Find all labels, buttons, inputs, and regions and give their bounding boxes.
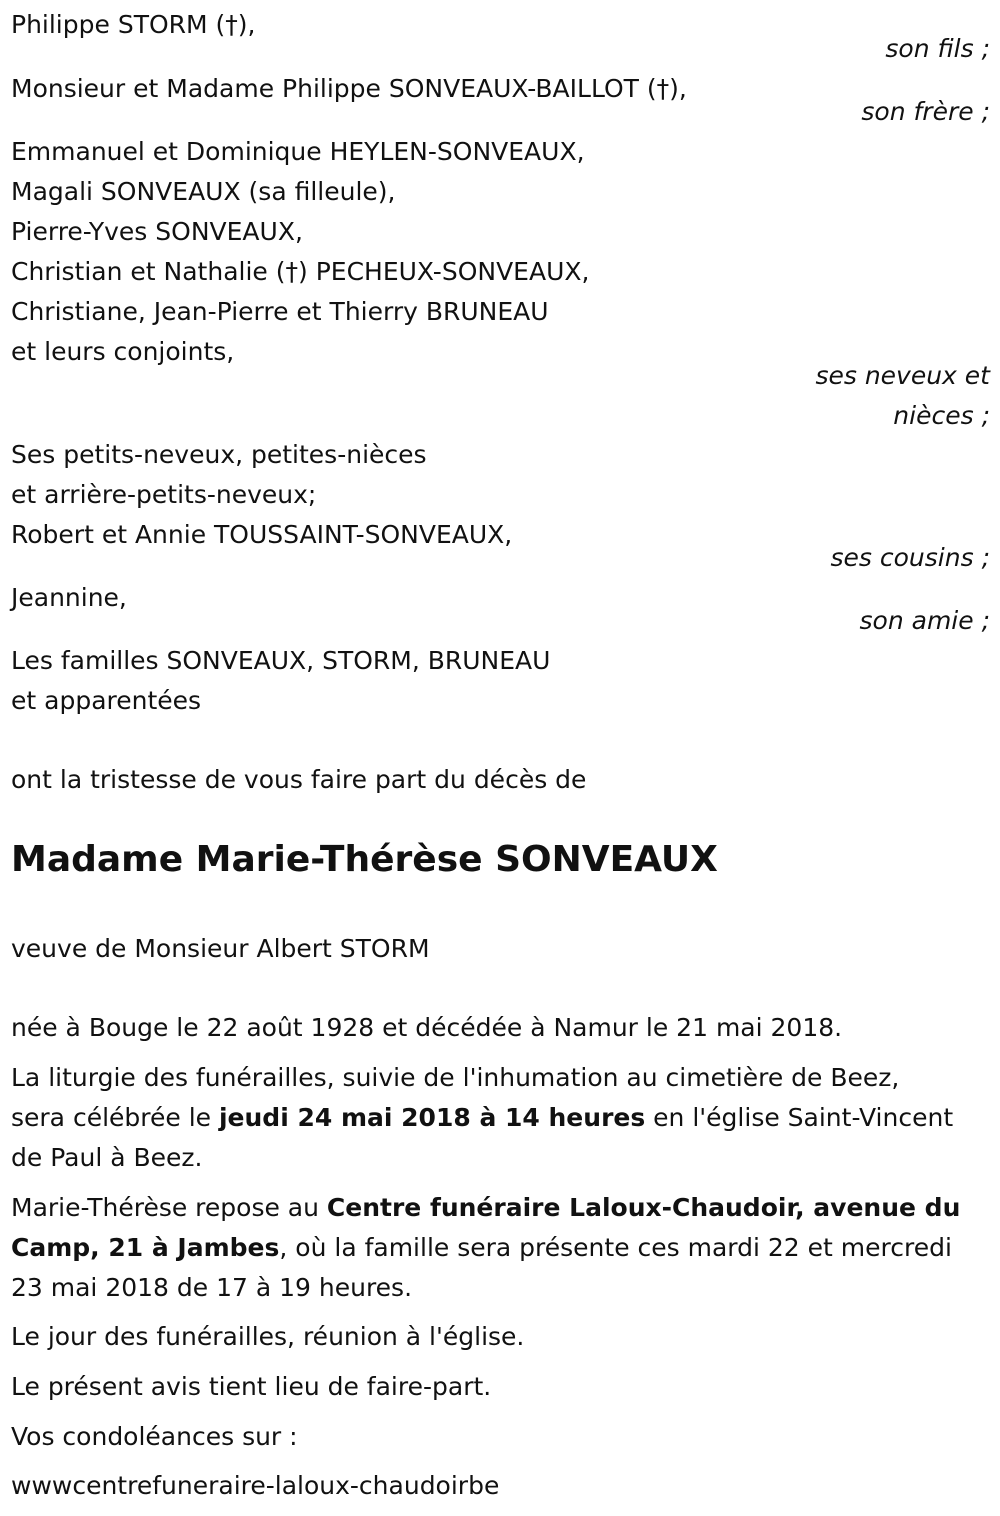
family-line-brother: Monsieur et Madame Philippe SONVEAUX-BAILLOT (†), [11,74,687,103]
gathering-text: Le jour des funérailles, réunion à l'église. [11,1322,525,1351]
rest-post: , où la famille sera présente ces mardi 22 et mercredi [279,1233,952,1262]
family-line-son: Philippe STORM (†), [11,10,256,39]
notice-text: Le présent avis tient lieu de faire-part. [11,1372,492,1401]
widow-of: veuve de Monsieur Albert STORM [11,934,430,963]
relation-son: son fils ; [885,34,990,63]
family-line-nephew-1: Emmanuel et Dominique HEYLEN-SONVEAUX, [11,137,585,166]
family-line-nephew-5: Christiane, Jean-Pierre et Thierry BRUNEAU [11,297,549,326]
family-line-nephew-2: Magali SONVEAUX (sa filleule), [11,177,396,206]
rest-place-2: Camp, 21 à Jambes [11,1233,280,1262]
rest-line-1 [11,1188,960,1228]
family-line-nephew-4: Christian et Nathalie (†) PECHEUX-SONVEAUX, [11,257,590,286]
rest-line-2 [11,1228,952,1268]
relation-cousins: ses cousins ; [830,543,990,572]
family-line-families-1: Les familles SONVEAUX, STORM, BRUNEAU [11,646,551,675]
family-line-grandnephew-1: Ses petits-neveux, petites-nièces [11,440,427,469]
liturgy-line-2 [11,1098,953,1138]
relation-brother: son frère ; [861,97,990,126]
condolences-label: Vos condoléances sur : [11,1422,298,1451]
liturgy-line-1: La liturgie des funérailles, suivie de l'inhumation au cimetière de Beez, [11,1063,900,1092]
relation-nephews-1: ses neveux et [815,361,990,390]
deceased-name: Madame Marie-Thérèse SONVEAUX [11,839,718,880]
liturgy-line-3: de Paul à Beez. [11,1143,203,1172]
liturgy-pre: sera célébrée le [11,1103,219,1132]
relation-friend: son amie ; [859,606,990,635]
family-line-friend: Jeannine, [11,583,127,612]
birth-death: née à Bouge le 22 août 1928 et décédée à Namur le 21 mai 2018. [11,1013,843,1042]
relation-nephews-2: nièces ; [893,401,990,430]
announcement-text: ont la tristesse de vous faire part du décès de [11,765,587,794]
liturgy-post: en l'église Saint-Vincent [645,1103,954,1132]
family-line-families-2: et apparentées [11,686,202,715]
family-line-cousins: Robert et Annie TOUSSAINT-SONVEAUX, [11,520,513,549]
rest-place-1: Centre funéraire Laloux-Chaudoir, avenue du [326,1193,961,1222]
liturgy-date: jeudi 24 mai 2018 à 14 heures [218,1103,646,1132]
rest-line-3: 23 mai 2018 de 17 à 19 heures. [11,1273,413,1302]
rest-pre: Marie-Thérèse repose au [11,1193,327,1222]
family-line-nephew-3: Pierre-Yves SONVEAUX, [11,217,303,246]
family-line-nephew-6: et leurs conjoints, [11,337,235,366]
family-line-grandnephew-2: et arrière-petits-neveux; [11,480,317,509]
condolences-url[interactable]: wwwcentrefuneraire-laloux-chaudoirbe [11,1471,500,1500]
